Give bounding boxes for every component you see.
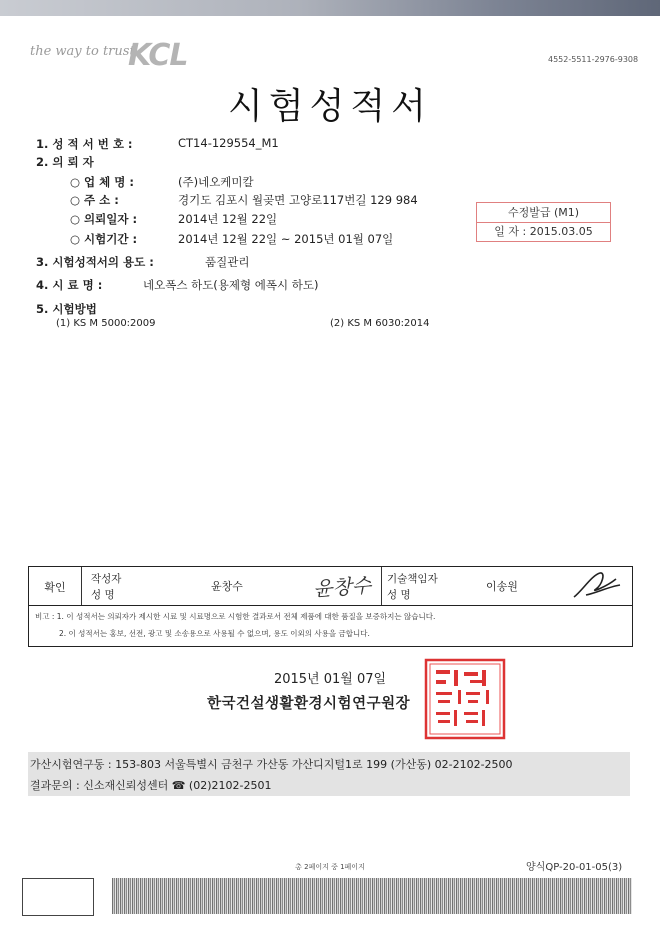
footer-contact-box	[28, 752, 630, 796]
test-method-2: (2) KS M 6030:2014	[330, 318, 430, 329]
tech-manager-cell	[381, 567, 632, 605]
revision-code: 수정발급 (M1)	[477, 203, 610, 223]
confirm-cell	[29, 567, 82, 605]
top-color-bar	[0, 0, 660, 16]
author-name: 윤창수	[211, 580, 243, 593]
remark-line-2: 2. 이 성적서는 홍보, 선전, 광고 및 소송용으로 사용될 수 없으며, 용도 이외의 사용을 금합니다.	[59, 629, 370, 638]
purpose-value: 품질관리	[205, 255, 250, 269]
kcl-logo: KCL	[128, 38, 188, 73]
lab-address: 가산시험연구동 : 153-803 서울특별시 금천구 가산동 가산디지털1로 199 (가산동) 02-2102-2500	[30, 758, 513, 771]
security-pattern-strip	[112, 878, 632, 914]
confirm-label: 확인	[44, 581, 66, 594]
sample-label: 4. 시 료 명 :	[36, 278, 103, 292]
purpose-label: 3. 시험성적서의 용도 :	[36, 255, 154, 269]
author-cell	[81, 567, 382, 605]
company-value: (주)네오케미칼	[178, 175, 254, 189]
corner-box	[22, 878, 94, 916]
address-value: 경기도 김포시 월곶면 고양로117번길 129 984	[178, 193, 418, 207]
revision-date: 일 자 : 2015.03.05	[494, 225, 593, 238]
request-date-value: 2014년 12월 22일	[178, 212, 278, 226]
author-name-label: 성 명	[91, 589, 115, 601]
document-title: 시험성적서	[228, 86, 432, 127]
sample-value: 네오폭스 하도(용제형 에폭시 하도)	[143, 278, 319, 292]
test-method-label: 5. 시험방법	[36, 302, 97, 316]
institute-name: 한국건설생활환경시험연구원장	[207, 696, 411, 712]
remark-line-1: 비고 : 1. 이 성적서는 의뢰자가 제시한 시료 및 시료명으로 시험한 결과로서 전체 제품에 대한 품질을 보증하지는 않습니다.	[35, 612, 436, 621]
revision-box	[476, 202, 611, 242]
report-number-label: 1. 성 적 서 번 호 :	[36, 137, 133, 151]
report-number-value: CT14-129554_M1	[178, 136, 279, 150]
client-label: 2. 의 뢰 자	[36, 155, 94, 169]
result-inquiry: 결과문의 : 신소재신뢰성센터 ☎ (02)2102-2501	[30, 779, 272, 792]
address-label: ○ 주 소 :	[70, 193, 119, 207]
tech-manager-name: 이송원	[486, 580, 518, 593]
test-method-1: (1) KS M 5000:2009	[56, 318, 156, 329]
test-period-label: ○ 시험기간 :	[70, 232, 138, 246]
official-seal-icon	[424, 658, 506, 740]
company-label: ○ 업 체 명 :	[70, 175, 134, 189]
author-signature: 윤창수	[312, 573, 372, 601]
remarks-box	[28, 604, 633, 647]
tech-manager-label: 기술책임자	[387, 573, 438, 585]
page-indicator: 총 2페이지 중 1페이지	[295, 863, 365, 871]
test-period-value: 2014년 12월 22일 ~ 2015년 01월 07일	[178, 232, 394, 246]
signature-table	[28, 566, 633, 606]
document-number: 4552-5511-2976-9308	[548, 55, 639, 64]
request-date-label: ○ 의뢰일자 :	[70, 212, 138, 226]
tagline: the way to trust	[30, 44, 135, 59]
form-number: 양식QP-20-01-05(3)	[526, 862, 623, 873]
author-label: 작성자	[91, 573, 122, 585]
issue-date: 2015년 01월 07일	[273, 672, 387, 687]
tech-manager-signature	[566, 567, 626, 605]
tech-manager-name-label: 성 명	[387, 589, 411, 601]
